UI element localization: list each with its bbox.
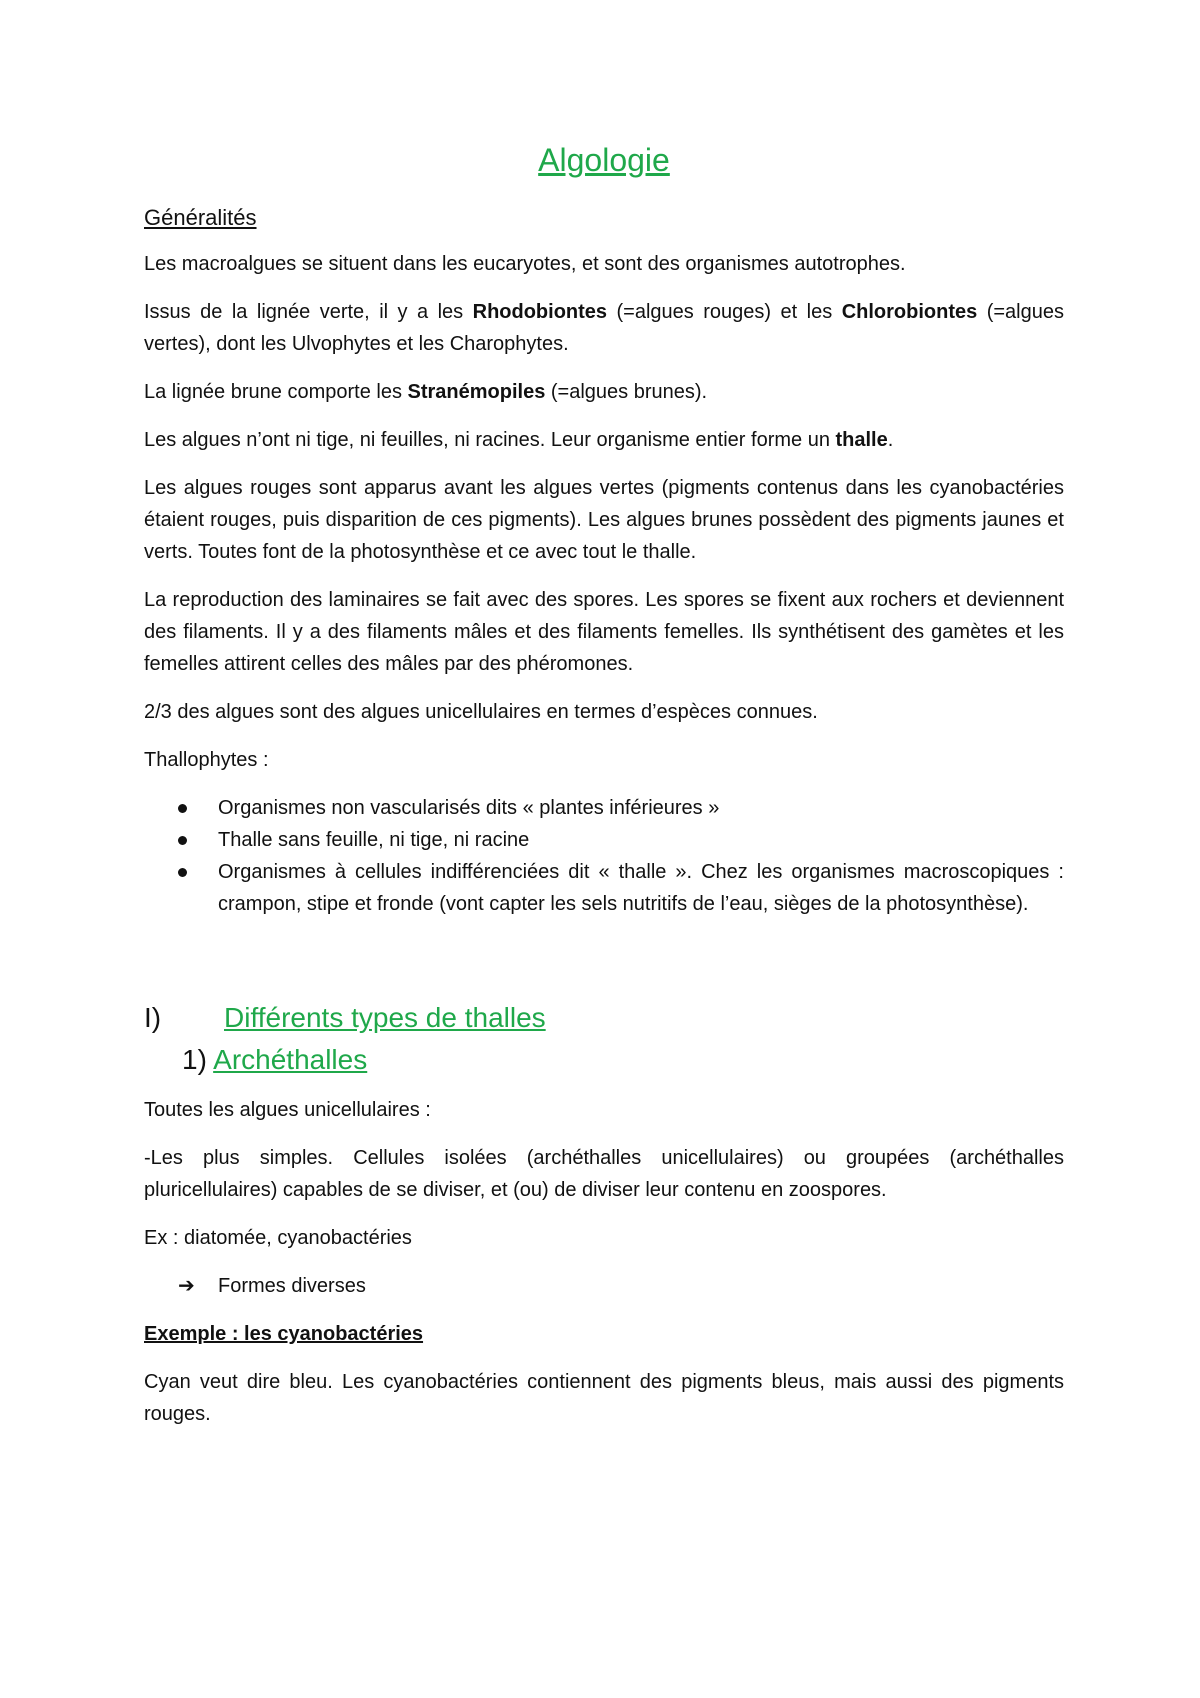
list-item-text: Organismes à cellules indifférenciées dit « thalle ». Chez les organismes macroscopiques : crampon, stipe et fronde (vont capter les sels nutritifs de l’eau, sièges de la photosynthèse). [218,861,1064,915]
paragraph-plus-simples: -Les plus simples. Cellules isolées (archéthalles unicellulaires) ou groupées (archéthalles pluricellulaires) capables de se diviser, et (ou) de diviser leur contenu en zoospores. [144,1147,1064,1201]
text-run: . [887,429,894,451]
paragraph-exemples: Ex : diatomée, cyanobactéries [144,1227,412,1249]
document-title: Algologie [538,142,670,178]
paragraph-lignee-brune [144,376,1064,408]
list-item [144,824,1064,856]
paragraph-pigments: Les algues rouges sont apparus avant les algues vertes (pigments contenus dans les cyanobactéries étaient rouges, puis disparition de ces pigments). Les algues brunes possèdent des pigments jaunes et verts. Toutes font de la photosynthèse et ce avec tout le thalle. [144,477,1064,563]
subsection-number: 1) [182,1044,207,1075]
term-stranemopiles: Stranémopiles [407,381,546,403]
text-run: (=algues rouges) et les [607,301,842,323]
generalites-heading: Généralités [144,205,257,230]
text-run: Les algues n’ont ni tige, ni feuilles, ni racines. Leur organisme entier forme un [144,429,836,451]
subsection-heading [182,1040,1064,1080]
text-run: Issus de la lignée verte, il y a les [144,301,473,323]
example-heading: Exemple : les cyanobactéries [144,1323,424,1345]
section-number: I) [144,1002,162,1033]
arrow-line-text: Formes diverses [218,1275,366,1297]
section-title: Différents types de thalles [224,1002,546,1033]
bullet-icon [178,868,187,877]
arrow-right-icon: ➔ [178,1275,195,1297]
paragraph-thalle [144,424,1064,456]
bullet-icon [178,836,187,845]
subsection-title: Archéthalles [213,1044,368,1075]
text-run: La lignée brune comporte les [144,381,408,403]
list-item [144,856,1064,920]
paragraph-reproduction: La reproduction des laminaires se fait avec des spores. Les spores se fixent aux rochers et deviennent des filaments. Il y a des filaments mâles et des filaments femelles. Ils synthétisent des gamètes et les femelles attirent celles des mâles par des phéromones. [144,589,1064,675]
document-page [144,140,1064,1446]
section-heading [144,998,1064,1038]
paragraph-thallophytes: Thallophytes : [144,749,269,771]
text-run: (=algues vertes), dont les Ulvophytes et les Charophytes. [144,301,1064,355]
list-item-text: Organismes non vascularisés dits « plantes inférieures » [218,797,720,819]
paragraph-lignee-verte [144,296,1064,360]
paragraph-macroalgues: Les macroalgues se situent dans les eucaryotes, et sont des organismes autotrophes. [144,253,906,275]
list-item-text: Thalle sans feuille, ni tige, ni racine [218,829,530,851]
paragraph-unicellulaires: 2/3 des algues sont des algues unicellulaires en termes d’espèces connues. [144,701,818,723]
paragraph-cyan: Cyan veut dire bleu. Les cyanobactéries contiennent des pigments bleus, mais aussi des pigments rouges. [144,1371,1064,1425]
text-run: (=algues brunes). [545,381,708,403]
term-thalle: thalle [835,429,888,451]
term-rhodobiontes: Rhodobiontes [472,301,608,323]
arrow-line [178,1270,1064,1302]
paragraph-toutes-algues: Toutes les algues unicellulaires : [144,1099,431,1121]
term-chlorobiontes: Chlorobiontes [841,301,978,323]
list-item [144,792,1064,824]
bullet-icon [178,804,187,813]
thallophytes-list [144,792,1064,920]
